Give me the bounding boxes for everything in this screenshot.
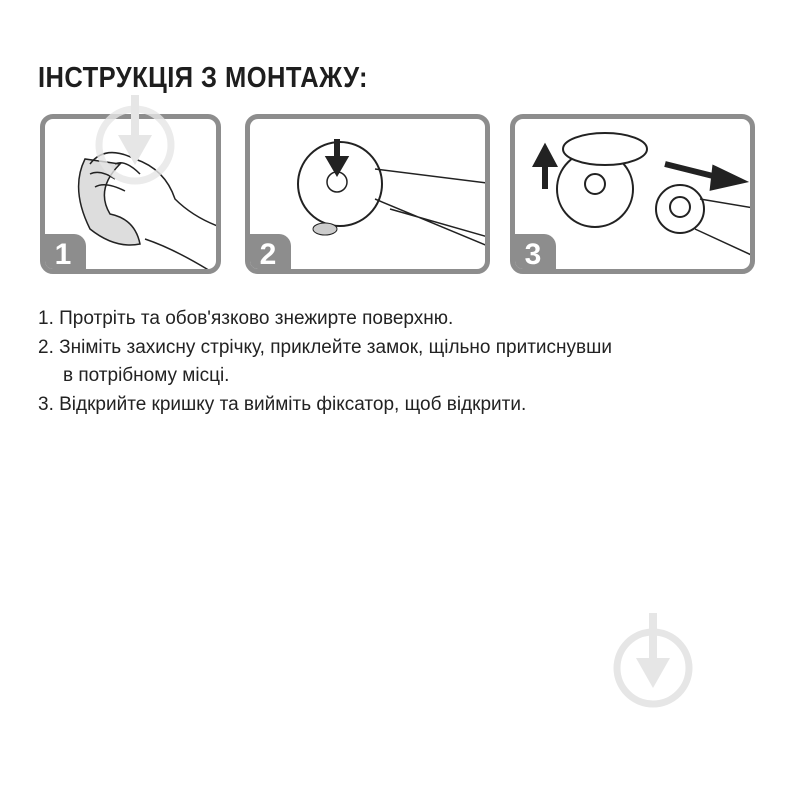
step-3-text: 3. Відкрийте кришку та вийміть фіксатор, щоб відкрити. xyxy=(38,393,527,415)
step-2-panel xyxy=(245,114,490,274)
watermark-logo-icon xyxy=(90,90,180,200)
step-2-text: 2. Зніміть захисну стрічку, приклейте замок, щільно притиснувши xyxy=(38,336,612,358)
step-number-badge: 3 xyxy=(510,234,556,274)
step-number-badge: 1 xyxy=(40,234,86,274)
page-title: ІНСТРУКЦІЯ З МОНТАЖУ: xyxy=(38,62,368,94)
step-1-text: 1. Протріть та обов'язково знежирте поверхню. xyxy=(38,308,454,329)
watermark-logo-icon xyxy=(608,608,698,718)
instruction-steps xyxy=(38,305,612,419)
step-number-badge: 2 xyxy=(245,234,291,274)
step-3-panel xyxy=(510,114,755,274)
step-2-text-continued: в потрібному місці. xyxy=(63,365,230,386)
